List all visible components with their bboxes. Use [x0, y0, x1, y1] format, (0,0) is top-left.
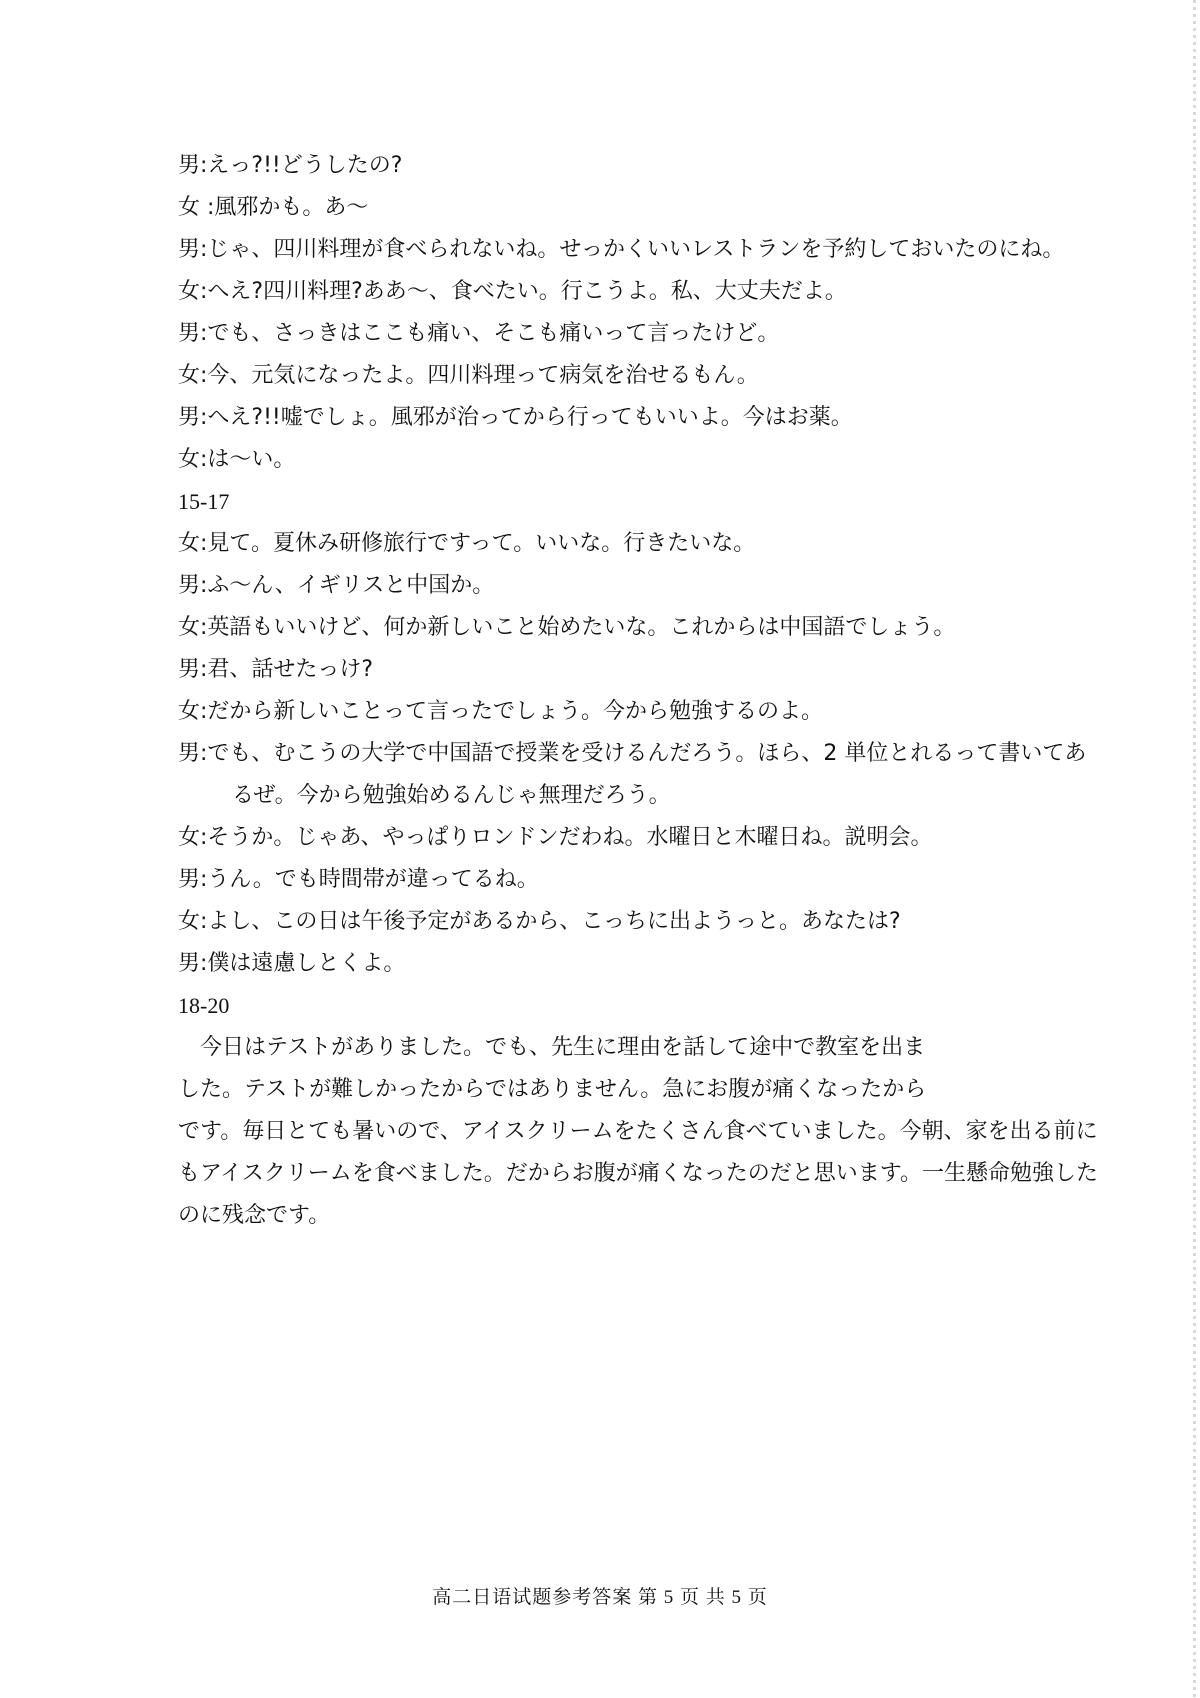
- dialogue-line: 男:じゃ、四川料理が食べられないね。せっかくいいレストランを予約しておいたのにね。: [178, 237, 1065, 262]
- dialogue-line: 男:僕は遠慮しとくよ。: [178, 951, 406, 976]
- monologue-paragraph: [178, 1034, 1099, 1244]
- dialogue-line: 男:うん。でも時間帯が違ってるね。: [178, 867, 539, 892]
- section-label: 18-20: [178, 993, 230, 1018]
- section-label: 15-17: [178, 489, 230, 514]
- paragraph-line: もアイスクリームを食べました。だからお腹が痛くなったのだと思います。一生懸命勉強した: [178, 1161, 1099, 1186]
- dialogue-line: 男:へえ?!!嘘でしょ。風邪が治ってから行ってもいいよ。今はお薬。: [178, 405, 853, 430]
- dialogue-line: 男:君、話せたっけ?: [178, 657, 374, 682]
- dialogue-line: 女:だから新しいことって言ったでしょう。今から勉強するのよ。: [178, 699, 823, 724]
- page-content: [178, 152, 1099, 1244]
- dialogue-line: 男:でも、むこうの大学で中国語で授業を受けるんだろう。ほら、2 単位とれるって書いてあ: [178, 741, 1087, 766]
- paragraph-line: した。テストが難しかったからではありません。急にお腹が痛くなったから: [178, 1077, 927, 1102]
- page-footer: 高二日语试题参考答案 第 5 页 共 5 页: [432, 1587, 768, 1608]
- paragraph-line: です。毎日とても暑いので、アイスクリームをたくさん食べていました。今朝、家を出る前に: [178, 1119, 1098, 1144]
- dialogue-line: 女:今、元気になったよ。四川料理って病気を治せるもん。: [178, 363, 759, 388]
- dialogue-line: 女:へえ?四川料理?ああ〜、食べたい。行こうよ。私、大丈夫だよ。: [178, 279, 847, 304]
- dialogue-line: 男:でも、さっきはここも痛い、そこも痛いって言ったけど。: [178, 321, 780, 346]
- paragraph-line: 今日はテストがありました。でも、先生に理由を話して途中で教室を出ま: [200, 1035, 926, 1060]
- dialogue-line: 女:は〜い。: [178, 447, 296, 472]
- paragraph-line: のに残念です。: [178, 1203, 331, 1228]
- dialogue-line: 女:見て。夏休み研修旅行ですって。いいな。行きたいな。: [178, 531, 756, 556]
- dialogue-line: 女 :風邪かも。あ〜: [178, 195, 369, 220]
- section-15-17: [178, 488, 1087, 992]
- dialogue-line: 女:英語もいいけど、何か新しいこと始めたいな。これからは中国語でしょう。: [178, 615, 956, 640]
- section-18-20: [178, 992, 1099, 1244]
- scan-edge-marks: [1193, 0, 1196, 1698]
- dialogue-line: 女:よし、この日は午後予定があるから、こっちに出ようっと。あなたは?: [178, 909, 901, 934]
- dialogue-line: 女:そうか。じゃあ、やっぱりロンドンだわね。水曜日と木曜日ね。説明会。: [178, 825, 933, 850]
- dialogue-block-a: [178, 152, 1078, 488]
- dialogue-line: 男:ふ〜ん、イギリスと中国か。: [178, 573, 495, 598]
- dialogue-line-continuation: るぜ。今から勉強始めるんじゃ無理だろう。: [232, 783, 671, 808]
- dialogue-line: 男:えっ?!!どうしたの?: [178, 153, 403, 178]
